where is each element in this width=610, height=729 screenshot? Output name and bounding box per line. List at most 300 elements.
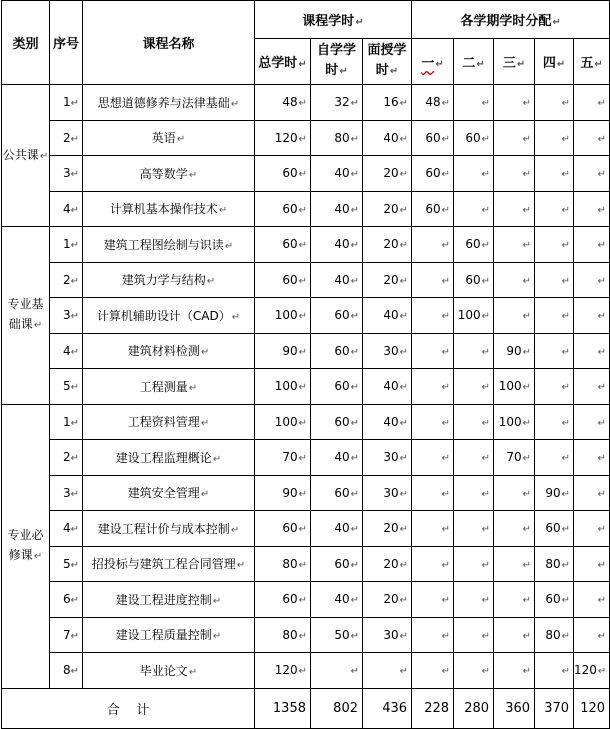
paragraph-mark: ↵	[597, 240, 607, 252]
semester-4-cell	[535, 475, 574, 511]
self-study-cell	[311, 120, 363, 156]
semester-5-cell	[574, 120, 610, 156]
semester-2-cell	[454, 227, 494, 263]
face-to-face-cell-text: 40	[383, 414, 399, 429]
semester-3-cell	[494, 298, 535, 334]
paragraph-mark: ↵	[522, 666, 532, 678]
paragraph-mark: ↵	[561, 559, 571, 571]
paragraph-mark: ↵	[522, 133, 532, 145]
total-hours-cell	[255, 369, 311, 405]
semester-5-cell	[574, 369, 610, 405]
total-hours-cell	[255, 120, 311, 156]
course-name-cell-text: 建筑安全管理	[127, 486, 200, 501]
semester-3-cell	[494, 85, 535, 121]
self-study-cell	[311, 191, 363, 227]
semester-1-cell	[412, 546, 454, 582]
seq-cell-text: 1	[62, 237, 71, 252]
paragraph-mark: ↵	[597, 275, 607, 287]
paragraph-mark: ↵	[481, 169, 491, 181]
paragraph-mark: ↵	[212, 453, 222, 465]
paragraph-mark: ↵	[441, 630, 451, 642]
face-to-face-cell-text: 30	[383, 627, 399, 642]
self-study-cell	[311, 227, 363, 263]
paragraph-mark: ↵	[200, 489, 210, 501]
paragraph-mark: ↵	[522, 630, 532, 642]
table-row	[2, 227, 610, 263]
paragraph-mark: ↵	[481, 346, 491, 358]
self-study-cell-text: 50	[334, 627, 350, 642]
face-to-face-sum: 436	[363, 688, 412, 728]
semester-4-cell	[535, 582, 574, 618]
seq-cell	[50, 298, 83, 334]
semester-1-cell	[412, 369, 454, 405]
total-hours-cell	[255, 475, 311, 511]
seq-cell	[50, 85, 83, 121]
paragraph-mark: ↵	[298, 666, 307, 678]
semester-3-cell	[494, 582, 535, 618]
semester-4-cell	[535, 404, 574, 440]
face-to-face-cell-text: 20	[383, 592, 399, 607]
course-name-cell-text: 毕业论文	[139, 663, 188, 678]
semester-2-cell-text: 60	[465, 272, 481, 287]
paragraph-mark: ↵	[350, 98, 359, 110]
paragraph-mark: ↵	[561, 453, 571, 465]
paragraph-mark: ↵	[441, 346, 451, 358]
face-to-face-cell-text: 20	[383, 556, 399, 571]
seq-cell	[50, 120, 83, 156]
self-study-cell	[311, 475, 363, 511]
paragraph-mark: ↵	[399, 204, 409, 216]
paragraph-mark: ↵	[176, 134, 186, 146]
semester-2-cell	[454, 156, 494, 192]
semester-5-cell	[574, 546, 610, 582]
semester-4-cell	[535, 85, 574, 121]
semester-4-cell-text: 60	[545, 521, 561, 536]
paragraph-mark: ↵	[399, 417, 409, 429]
seq-cell-text: 5	[62, 556, 71, 571]
paragraph-mark: ↵	[298, 488, 307, 500]
self-study-cell	[311, 617, 363, 653]
semester-3-cell	[494, 440, 535, 476]
category-label: 专业必修课	[7, 528, 44, 562]
paragraph-mark: ↵	[481, 98, 491, 110]
paragraph-mark: ↵	[39, 150, 49, 162]
semester-2-cell	[454, 333, 494, 369]
course-name-cell	[83, 333, 255, 369]
table-row	[2, 440, 610, 476]
total-hours-cell	[255, 298, 311, 334]
semester-3-cell-text: 70	[506, 450, 522, 465]
paragraph-mark: ↵	[70, 524, 79, 536]
paragraph-mark: ↵	[441, 311, 451, 323]
total-hours-cell	[255, 582, 311, 618]
paragraph-mark: ↵	[212, 631, 222, 643]
semester-3-sum: 360	[494, 688, 535, 728]
paragraph-mark: ↵	[70, 559, 79, 571]
semester-2-cell-text: 100	[457, 308, 481, 323]
paragraph-mark: ↵	[481, 595, 491, 607]
paragraph-mark: ↵	[522, 382, 532, 394]
paragraph-mark: ↵	[218, 205, 228, 217]
total-hours-cell	[255, 546, 311, 582]
semester-3-cell-text: 100	[498, 379, 522, 394]
course-name-cell-text: 建筑工程图绘制与识读	[103, 237, 224, 252]
semester-5-cell	[574, 298, 610, 334]
face-to-face-cell-text: 40	[383, 130, 399, 145]
self-study-cell	[311, 333, 363, 369]
seq-cell	[50, 653, 83, 689]
seq-cell-text: 3	[62, 308, 71, 323]
header-category: 类别	[2, 1, 50, 85]
face-to-face-cell	[363, 191, 412, 227]
paragraph-mark: ↵	[441, 488, 451, 500]
face-to-face-cell-text: 30	[383, 450, 399, 465]
paragraph-mark: ↵	[481, 559, 491, 571]
course-name-cell-text: 建设工程质量控制	[115, 628, 212, 643]
paragraph-mark: ↵	[298, 524, 307, 536]
face-to-face-cell	[363, 369, 412, 405]
paragraph-mark: ↵	[350, 453, 359, 465]
total-hours-cell-text: 60	[282, 521, 298, 536]
face-to-face-cell	[363, 546, 412, 582]
total-hours-cell-text: 90	[282, 343, 298, 358]
table-row	[2, 120, 610, 156]
category-label: 专业基础课	[7, 297, 44, 332]
paragraph-mark: ↵	[350, 488, 359, 500]
paragraph-mark: ↵	[522, 488, 532, 500]
paragraph-mark: ↵	[236, 560, 246, 572]
self-study-cell-text: 60	[334, 414, 350, 429]
paragraph-mark: ↵	[298, 98, 307, 110]
face-to-face-cell-text: 30	[383, 485, 399, 500]
paragraph-mark: ↵	[70, 630, 79, 642]
paragraph-mark: ↵	[597, 133, 607, 145]
header-semester-2: 二↵	[454, 39, 494, 85]
self-study-cell	[311, 546, 363, 582]
paragraph-mark: ↵	[70, 275, 79, 287]
paragraph-mark: ↵	[399, 666, 409, 678]
paragraph-mark: ↵	[399, 311, 409, 323]
paragraph-mark: ↵	[298, 133, 307, 145]
paragraph-mark: ↵	[188, 169, 198, 181]
face-to-face-cell	[363, 440, 412, 476]
semester-2-cell-text: 60	[465, 130, 481, 145]
paragraph-mark: ↵	[441, 169, 451, 181]
paragraph-mark: ↵	[188, 382, 198, 394]
paragraph-mark: ↵	[298, 559, 307, 571]
semester-4-cell	[535, 333, 574, 369]
total-hours-cell	[255, 191, 311, 227]
semester-3-cell	[494, 120, 535, 156]
semester-1-cell	[412, 120, 454, 156]
header-semester-4: 四↵	[535, 39, 574, 85]
total-hours-cell	[255, 227, 311, 263]
semester-4-cell-text: 80	[545, 556, 561, 571]
paragraph-mark: ↵	[70, 240, 79, 252]
total-hours-cell-text: 80	[282, 627, 298, 642]
paragraph-mark: ↵	[561, 488, 571, 500]
seq-cell-text: 7	[62, 627, 71, 642]
paragraph-mark: ↵	[481, 630, 491, 642]
paragraph-mark: ↵	[298, 204, 307, 216]
semester-3-cell	[494, 191, 535, 227]
face-to-face-cell	[363, 262, 412, 298]
paragraph-mark: ↵	[561, 98, 571, 110]
seq-cell-text: 6	[62, 592, 71, 607]
semester-2-cell	[454, 120, 494, 156]
paragraph-mark: ↵	[399, 488, 409, 500]
course-name-cell	[83, 440, 255, 476]
paragraph-mark: ↵	[481, 488, 491, 500]
self-study-cell-text: 60	[334, 485, 350, 500]
course-name-cell	[83, 653, 255, 689]
course-name-cell-text: 建筑材料检测	[127, 344, 200, 359]
semester-2-sum: 280	[454, 688, 494, 728]
seq-cell-text: 2	[62, 130, 71, 145]
paragraph-mark: ↵	[597, 204, 607, 216]
paragraph-mark: ↵	[298, 382, 307, 394]
self-study-cell	[311, 156, 363, 192]
paragraph-mark: ↵	[350, 346, 359, 358]
table-row	[2, 511, 610, 547]
paragraph-mark: ↵	[597, 595, 607, 607]
paragraph-mark: ↵	[522, 240, 532, 252]
paragraph-mark: ↵	[298, 169, 307, 181]
paragraph-mark: ↵	[522, 98, 532, 110]
course-name-cell-text: 建设工程进度控制	[115, 592, 212, 607]
semester-3-cell	[494, 546, 535, 582]
paragraph-mark: ↵	[350, 169, 359, 181]
paragraph-mark: ↵	[522, 204, 532, 216]
semester-3-cell	[494, 653, 535, 689]
semester-1-cell	[412, 582, 454, 618]
face-to-face-cell-text: 20	[383, 166, 399, 181]
semester-4-cell	[535, 120, 574, 156]
paragraph-mark: ↵	[561, 240, 571, 252]
paragraph-mark: ↵	[561, 630, 571, 642]
paragraph-mark: ↵	[561, 524, 571, 536]
table-row	[2, 475, 610, 511]
paragraph-mark: ↵	[399, 169, 409, 181]
self-study-cell	[311, 440, 363, 476]
semester-2-cell	[454, 85, 494, 121]
paragraph-mark: ↵	[561, 595, 571, 607]
paragraph-mark: ↵	[70, 98, 79, 110]
paragraph-mark: ↵	[298, 346, 307, 358]
paragraph-mark: ↵	[399, 98, 409, 110]
semester-5-cell	[574, 440, 610, 476]
semester-1-cell	[412, 85, 454, 121]
paragraph-mark: ↵	[481, 133, 491, 145]
semester-3-cell	[494, 369, 535, 405]
semester-1-cell	[412, 262, 454, 298]
table-row	[2, 333, 610, 369]
face-to-face-cell	[363, 582, 412, 618]
seq-cell-text: 5	[62, 379, 71, 394]
total-hours-cell-text: 120	[274, 130, 298, 145]
semester-4-cell	[535, 262, 574, 298]
paragraph-mark: ↵	[298, 595, 307, 607]
paragraph-mark: ↵	[70, 595, 79, 607]
semester-4-sum: 370	[535, 688, 574, 728]
paragraph-mark: ↵	[200, 418, 210, 430]
paragraph-mark: ↵	[441, 595, 451, 607]
semester-1-cell	[412, 191, 454, 227]
self-study-cell-text: 32	[334, 95, 350, 110]
total-hours-cell	[255, 85, 311, 121]
semester-4-cell	[535, 511, 574, 547]
course-name-cell-text: 招投标与建筑工程合同管理	[91, 557, 236, 572]
paragraph-mark: ↵	[212, 595, 222, 607]
seq-cell-text: 4	[62, 201, 71, 216]
course-name-cell	[83, 156, 255, 192]
semester-1-cell-text: 48	[425, 95, 441, 110]
table-row	[2, 85, 610, 121]
seq-cell	[50, 191, 83, 227]
course-name-cell-text: 思想道德修养与法律基础	[97, 95, 230, 110]
total-row	[2, 688, 610, 728]
self-study-cell-text: 40	[334, 237, 350, 252]
seq-cell-text: 1	[62, 95, 71, 110]
total-hours-cell-text: 100	[274, 414, 298, 429]
paragraph-mark: ↵	[561, 417, 571, 429]
semester-4-cell	[535, 653, 574, 689]
semester-4-cell	[535, 440, 574, 476]
semester-1-cell	[412, 333, 454, 369]
face-to-face-cell	[363, 85, 412, 121]
seq-cell	[50, 156, 83, 192]
course-name-cell	[83, 262, 255, 298]
course-name-cell	[83, 404, 255, 440]
paragraph-mark: ↵	[522, 169, 532, 181]
paragraph-mark: ↵	[350, 595, 359, 607]
face-to-face-cell	[363, 120, 412, 156]
semester-2-cell	[454, 404, 494, 440]
paragraph-mark: ↵	[597, 417, 607, 429]
semester-5-cell	[574, 475, 610, 511]
semester-1-cell-text: 60	[425, 166, 441, 181]
paragraph-mark: ↵	[597, 559, 607, 571]
paragraph-mark: ↵	[298, 311, 307, 323]
semester-5-sum: 120	[574, 688, 610, 728]
paragraph-mark: ↵	[597, 524, 607, 536]
category-cell	[2, 227, 50, 405]
paragraph-mark: ↵	[350, 204, 359, 216]
paragraph-mark: ↵	[441, 559, 451, 571]
semester-1-cell	[412, 227, 454, 263]
paragraph-mark: ↵	[230, 524, 240, 536]
self-study-cell	[311, 369, 363, 405]
total-hours-cell	[255, 262, 311, 298]
semester-2-cell-text: 60	[465, 237, 481, 252]
seq-cell-text: 2	[62, 272, 71, 287]
course-name-cell-text: 建设工程计价与成本控制	[97, 521, 230, 536]
paragraph-mark: ↵	[399, 559, 409, 571]
header-semester-1: 一↵	[412, 39, 454, 85]
semester-2-cell	[454, 511, 494, 547]
table-body	[2, 85, 610, 689]
semester-2-cell	[454, 191, 494, 227]
paragraph-mark: ↵	[441, 204, 451, 216]
semester-5-cell-text: 120	[574, 663, 597, 678]
face-to-face-cell-text: 16	[383, 95, 399, 110]
paragraph-mark: ↵	[350, 630, 359, 642]
table-row	[2, 617, 610, 653]
header-course-name: 课程名称	[83, 1, 255, 85]
seq-cell-text: 3	[62, 166, 71, 181]
paragraph-mark: ↵	[597, 666, 607, 678]
semester-3-cell-text: 100	[498, 414, 522, 429]
paragraph-mark: ↵	[481, 666, 491, 678]
self-study-cell	[311, 298, 363, 334]
total-hours-cell-text: 70	[282, 450, 298, 465]
category-cell	[2, 404, 50, 688]
paragraph-mark: ↵	[481, 311, 491, 323]
total-hours-cell-text: 100	[274, 379, 298, 394]
category-cell	[2, 85, 50, 227]
paragraph-mark: ↵	[70, 382, 79, 394]
table-row	[2, 653, 610, 689]
seq-cell-text: 4	[62, 521, 71, 536]
header-face-to-face: 面授学时↵	[363, 39, 412, 85]
total-hours-sum: 1358	[255, 688, 311, 728]
semester-5-cell	[574, 227, 610, 263]
total-hours-cell-text: 60	[282, 237, 298, 252]
semester-5-cell	[574, 404, 610, 440]
paragraph-mark: ↵	[481, 275, 491, 287]
face-to-face-cell-text: 40	[383, 308, 399, 323]
total-label: 合 计	[2, 688, 255, 728]
self-study-cell-text: 40	[334, 450, 350, 465]
seq-cell	[50, 440, 83, 476]
semester-5-cell	[574, 85, 610, 121]
paragraph-mark: ↵	[33, 551, 43, 562]
course-name-cell-text: 计算机辅助设计（CAD）	[96, 308, 231, 323]
paragraph-mark: ↵	[399, 595, 409, 607]
paragraph-mark: ↵	[230, 98, 240, 110]
self-study-cell-text: 40	[334, 201, 350, 216]
semester-2-cell	[454, 369, 494, 405]
course-name-cell	[83, 120, 255, 156]
face-to-face-cell	[363, 404, 412, 440]
paragraph-mark: ↵	[561, 346, 571, 358]
face-to-face-cell	[363, 227, 412, 263]
semester-1-cell	[412, 440, 454, 476]
semester-5-cell	[574, 191, 610, 227]
paragraph-mark: ↵	[399, 382, 409, 394]
header-seq: 序号	[50, 1, 83, 85]
self-study-sum: 802	[311, 688, 363, 728]
seq-cell	[50, 404, 83, 440]
table-row	[2, 262, 610, 298]
face-to-face-cell	[363, 511, 412, 547]
semester-3-cell	[494, 475, 535, 511]
header-semester-3: 三↵	[494, 39, 535, 85]
semester-1-cell-text: 60	[425, 130, 441, 145]
table-row	[2, 546, 610, 582]
seq-cell	[50, 333, 83, 369]
paragraph-mark: ↵	[399, 453, 409, 465]
paragraph-mark: ↵	[298, 240, 307, 252]
self-study-cell-text: 40	[334, 592, 350, 607]
course-name-cell-text: 建筑力学与结构	[121, 273, 206, 288]
paragraph-mark: ↵	[188, 666, 198, 678]
seq-cell	[50, 262, 83, 298]
course-name-cell-text: 建设工程监理概论	[115, 450, 212, 465]
self-study-cell-text: 40	[334, 166, 350, 181]
paragraph-mark: ↵	[298, 275, 307, 287]
face-to-face-cell-text: 40	[383, 379, 399, 394]
